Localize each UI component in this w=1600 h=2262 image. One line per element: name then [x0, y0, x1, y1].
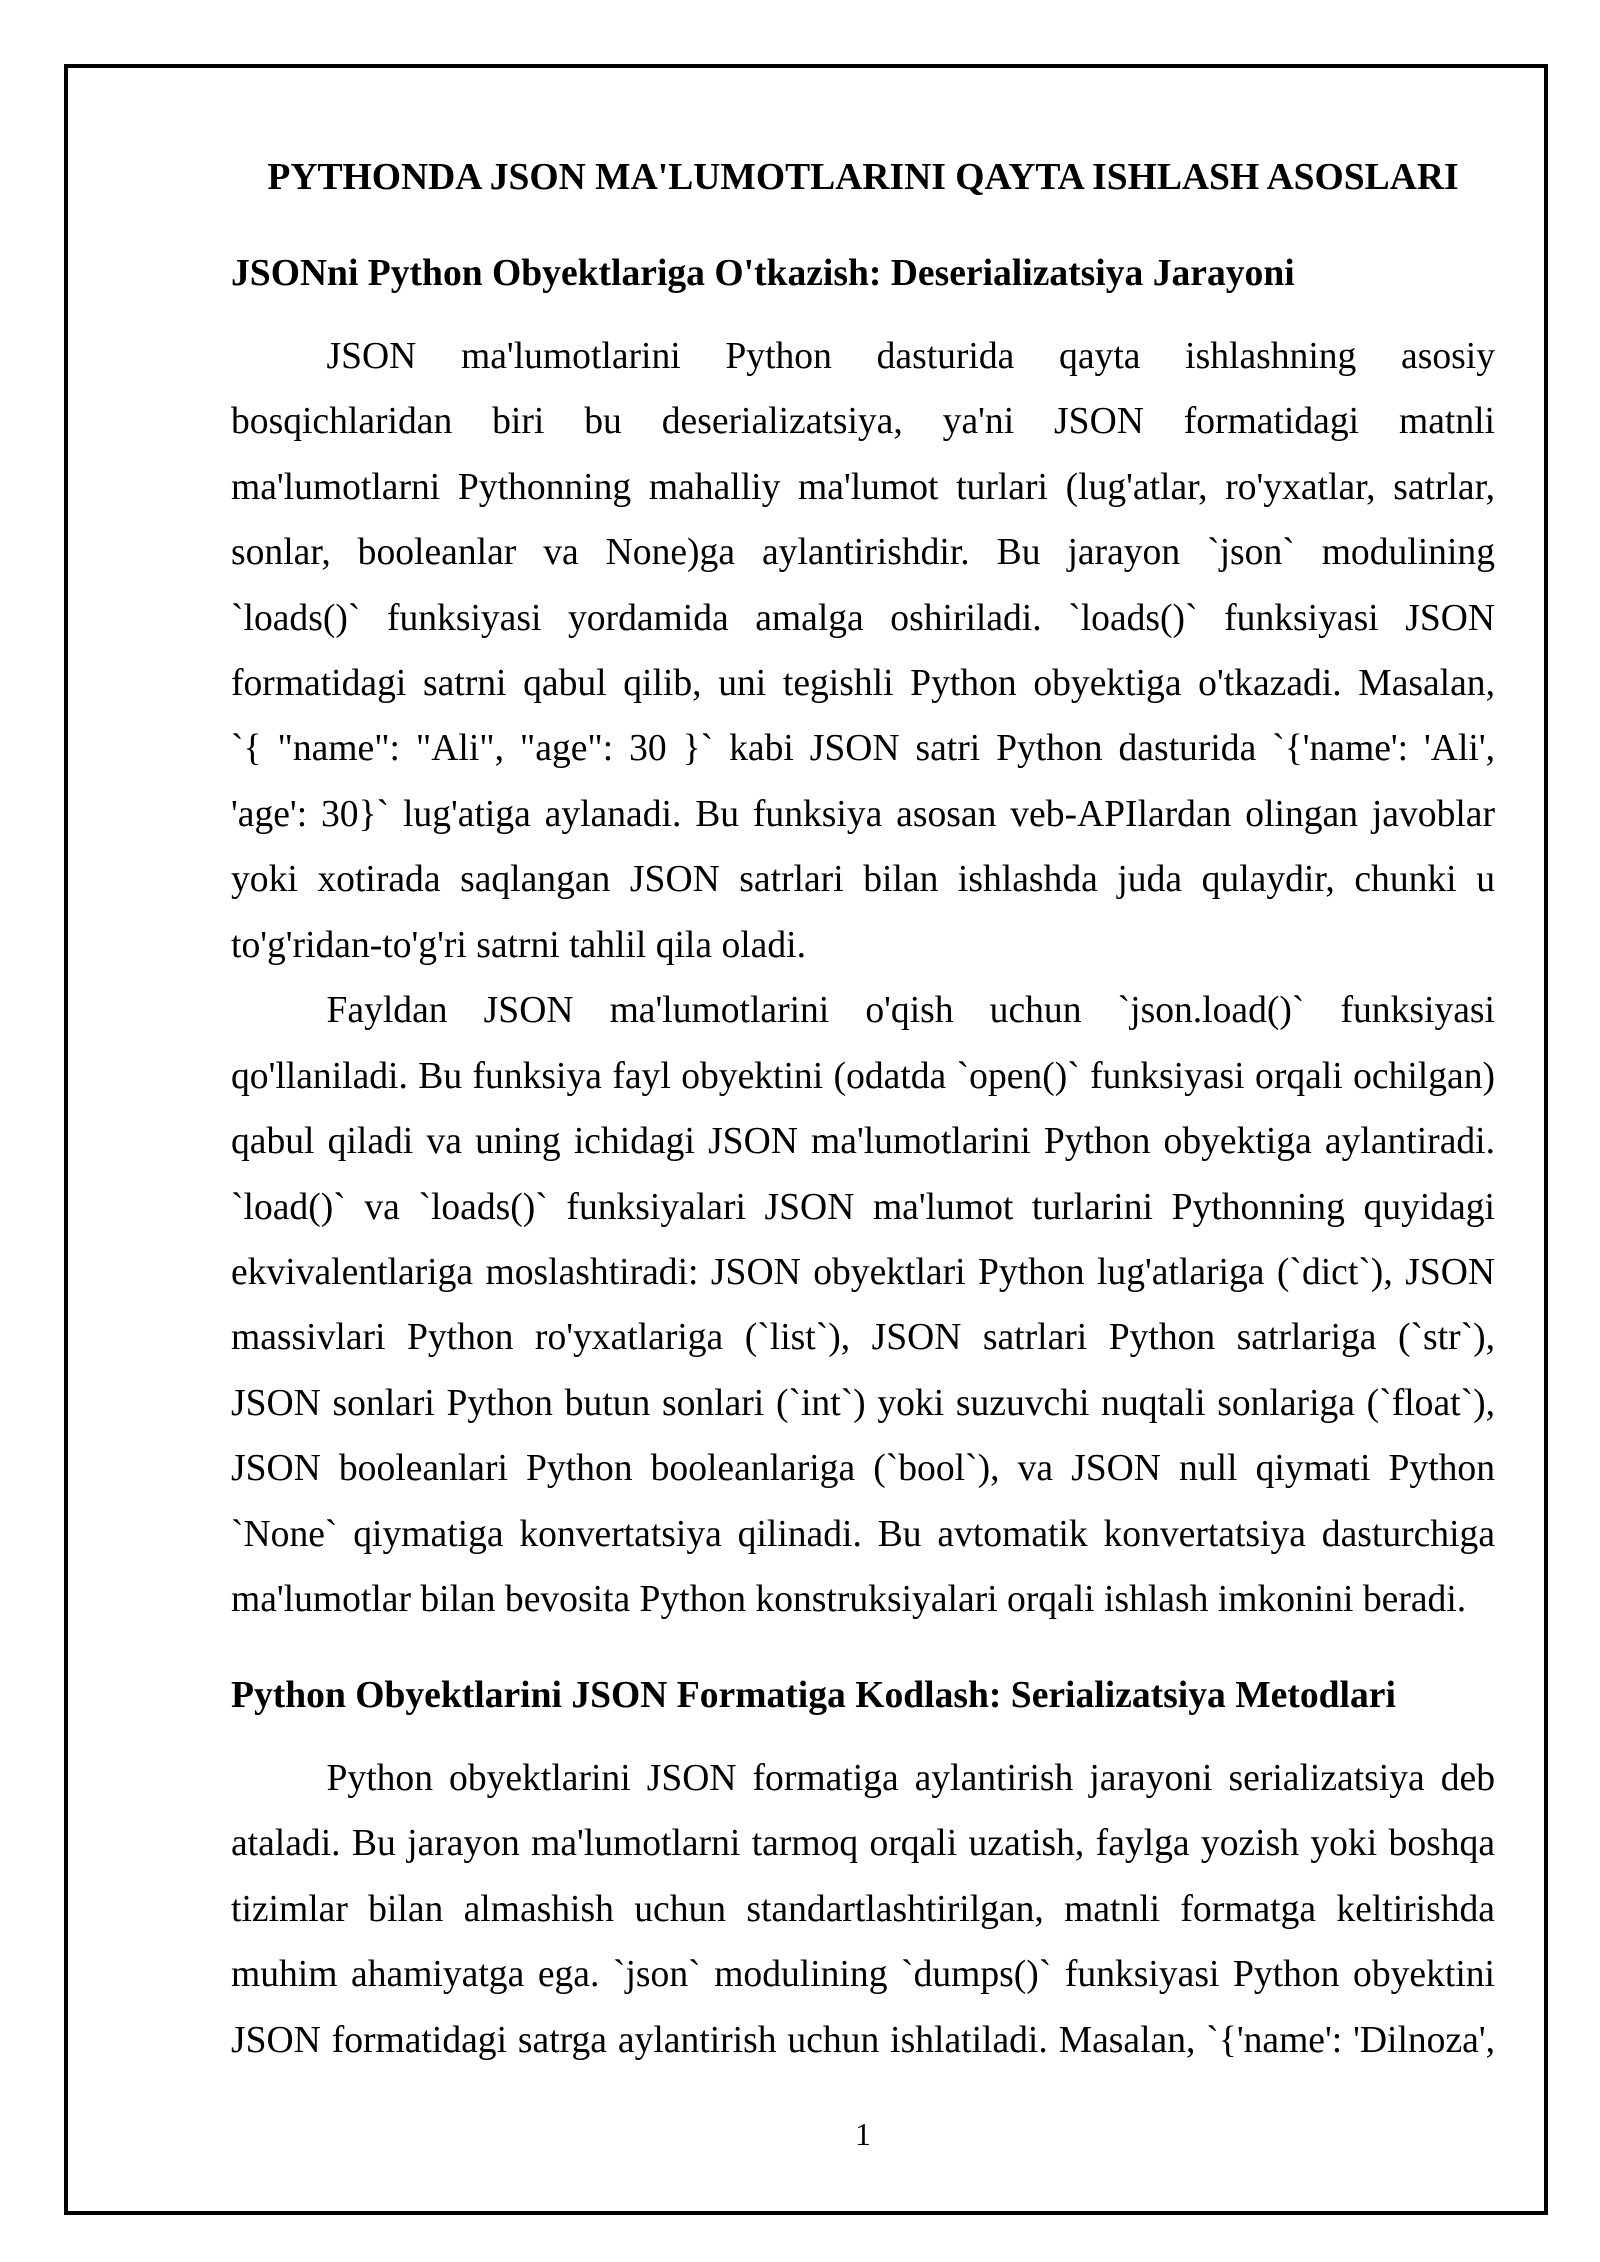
paragraph-line: Fayldan JSON ma'lumotlarini o'qish uchun `json.load()` funksiyasi [326, 990, 1495, 1032]
paragraph-line: JSON formatidagi satrga aylantirish uchun ishlatiladi. Masalan, `{'name': 'Dilnoza', [231, 2019, 1495, 2061]
paragraph-line: ma'lumotlar bilan bevosita Python konstruksiyalari orqali ishlash imkonini beradi. [231, 1579, 1467, 1621]
paragraph [231, 324, 1495, 978]
paragraph-line: bosqichlaridan biri bu deserializatsiya, ya'ni JSON formatidagi matnli [231, 401, 1495, 443]
document-title: PYTHONDA JSON MA'LUMOTLARINI QAYTA ISHLASH ASOSLARI [267, 157, 1459, 198]
paragraph-line: `loads()` funksiyasi yordamida amalga oshiriladi. `loads()` funksiyasi JSON [231, 597, 1495, 639]
paragraph-line: qo'llaniladi. Bu funksiya fayl obyektini (odatda `open()` funksiyasi orqali ochilgan) [231, 1055, 1495, 1097]
paragraph-line: to'g'ridan-to'g'ri satrni tahlil qila oladi. [231, 924, 806, 966]
paragraph-line: Python obyektlarini JSON formatiga aylantirish jarayoni serializatsiya deb [326, 1758, 1495, 1800]
paragraph-line: JSON ma'lumotlarini Python dasturida qayta ishlashning asosiy [326, 335, 1495, 377]
paragraph-line: ataladi. Bu jarayon ma'lumotlarni tarmoq orqali uzatish, faylga yozish yoki boshqa [231, 1823, 1495, 1865]
paragraph-line: JSON booleanlari Python booleanlariga (`bool`), va JSON null qiymati Python [231, 1448, 1495, 1490]
paragraph-line: muhim ahamiyatga ega. `json` modulining `dumps()` funksiyasi Python obyektini [231, 1954, 1495, 1996]
paragraph-line: 'age': 30}` lug'atiga aylanadi. Bu funksiya asosan veb-APIlardan olingan javoblar [231, 793, 1495, 835]
paragraph [231, 978, 1495, 1632]
paragraph-line: tizimlar bilan almashish uchun standartlashtirilgan, matnli formatga keltirishda [231, 1888, 1495, 1930]
paragraph-line: `load()` va `loads()` funksiyalari JSON ma'lumot turlarini Pythonning quyidagi [231, 1186, 1495, 1228]
paragraph-line: formatidagi satrni qabul qilib, uni tegishli Python obyektiga o'tkazadi. Masalan, [231, 663, 1495, 705]
paragraph-line: ma'lumotlarni Pythonning mahalliy ma'lumot turlari (lug'atlar, ro'yxatlar, satrlar, [231, 466, 1495, 508]
paragraph-line: qabul qiladi va uning ichidagi JSON ma'lumotlarini Python obyektiga aylantiradi. [231, 1121, 1495, 1163]
paragraph-line: yoki xotirada saqlangan JSON satrlari bilan ishlashda juda qulaydir, chunki u [231, 859, 1495, 901]
paragraph [231, 1746, 1495, 2073]
section-heading: JSONni Python Obyektlariga O'tkazish: Deserializatsiya Jarayoni [231, 253, 1295, 295]
page-number: 1 [855, 2116, 871, 2152]
page-content [231, 145, 1495, 2073]
paragraph-line: ekvivalentlariga moslashtiradi: JSON obyektlari Python lug'atlariga (`dict`), JSON [231, 1251, 1495, 1293]
paragraph-line: `{ "name": "Ali", "age": 30 }` kabi JSON satri Python dasturida `{'name': 'Ali', [231, 728, 1495, 770]
section-heading: Python Obyektlarini JSON Formatiga Kodlash: Serializatsiya Metodlari [231, 1675, 1396, 1717]
paragraph-line: JSON sonlari Python butun sonlari (`int`) yoki suzuvchi nuqtali sonlariga (`float`), [231, 1382, 1495, 1424]
paragraph-line: massivlari Python ro'yxatlariga (`list`), JSON satrlari Python satrlariga (`str`), [231, 1317, 1495, 1359]
paragraph-line: `None` qiymatiga konvertatsiya qilinadi. Bu avtomatik konvertatsiya dasturchiga [231, 1513, 1495, 1555]
paragraph-line: sonlar, booleanlar va None)ga aylantirishdir. Bu jarayon `json` modulining [231, 532, 1495, 574]
